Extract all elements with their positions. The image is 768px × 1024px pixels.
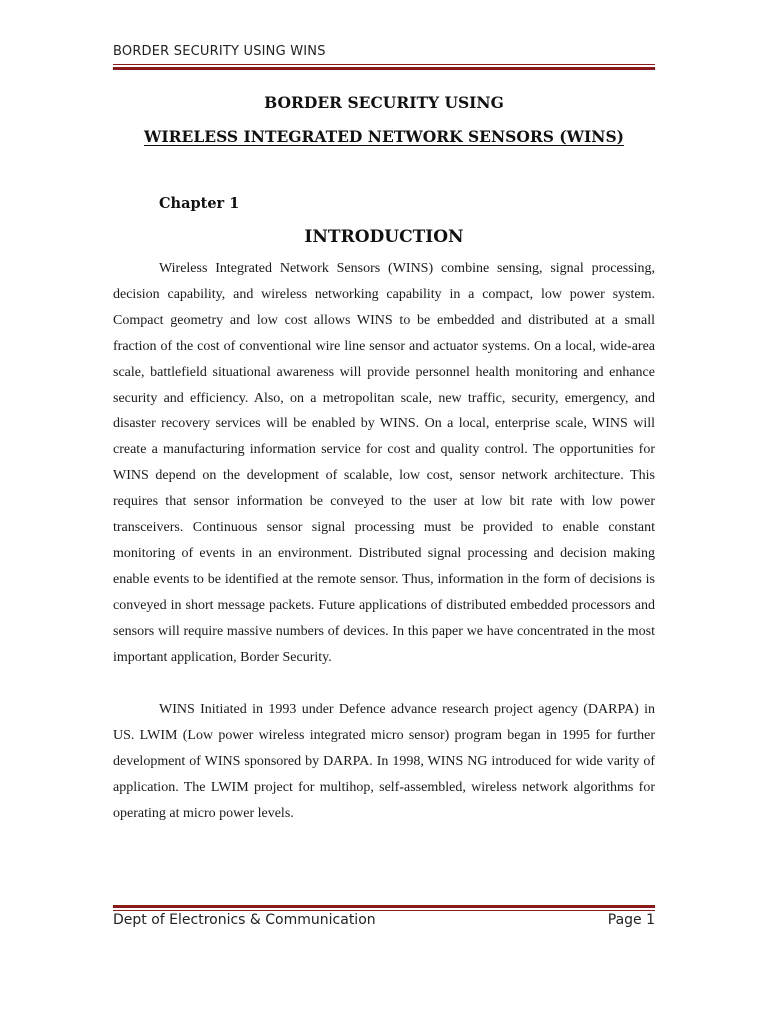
body-paragraph-2: WINS Initiated in 1993 under Defence advance research project agency (DARPA) in US. LWIM (Low power wireless integrated micro sensor) program began in 1995 for further development of WINS sponsored by DARPA. In 1998, WINS NG introduced for wide varity of application. The LWIM project for multihop, self-assembled, wireless network algorithms for operating at micro power levels. [113, 702, 655, 821]
footer-rule-thin [113, 910, 655, 911]
chapter-label: Chapter 1 [159, 195, 240, 212]
section-title: INTRODUCTION [304, 227, 464, 247]
running-header: BORDER SECURITY USING WINS [113, 44, 326, 59]
footer-rule-thick [113, 905, 655, 908]
document-title-line1: BORDER SECURITY USING [264, 93, 504, 112]
header-rule-thick [113, 67, 655, 70]
header-rule-thin [113, 64, 655, 65]
body-paragraph-1: Wireless Integrated Network Sensors (WINS) combine sensing, signal processing, decision capability, and wireless networking capability in a compact, low power system. Compact geometry and low cost allows WINS to be embedded and distributed at a small fraction of the cost of conventional wire line sensor and actuator systems. On a local, wide-area scale, battlefield situational awareness will provide personnel health monitoring and enhance security and efficiency. Also, on a metropolitan scale, new traffic, security, emergency, and disaster recovery services will be enabled by WINS. On a local, enterprise scale, WINS will create a manufacturing information service for cost and quality control. The opportunities for WINS depend on the development of scalable, low cost, sensor network architecture. This requires that sensor information be conveyed to the user at low bit rate with low power transceivers. Continuous sensor signal processing must be provided to enable constant monitoring of events in an environment. Distributed signal processing and decision making enable events to be identified at the remote sensor. Thus, information in the form of decisions is conveyed in short message packets. Future applications of distributed embedded processors and sensors will require massive numbers of devices. In this paper we have concentrated in the most important application, Border Security. [113, 261, 655, 665]
document-title-line2: WIRELESS INTEGRATED NETWORK SENSORS (WINS) [144, 127, 624, 146]
footer-page-number: Page 1 [607, 912, 655, 928]
footer-department: Dept of Electronics & Communication [113, 912, 376, 928]
